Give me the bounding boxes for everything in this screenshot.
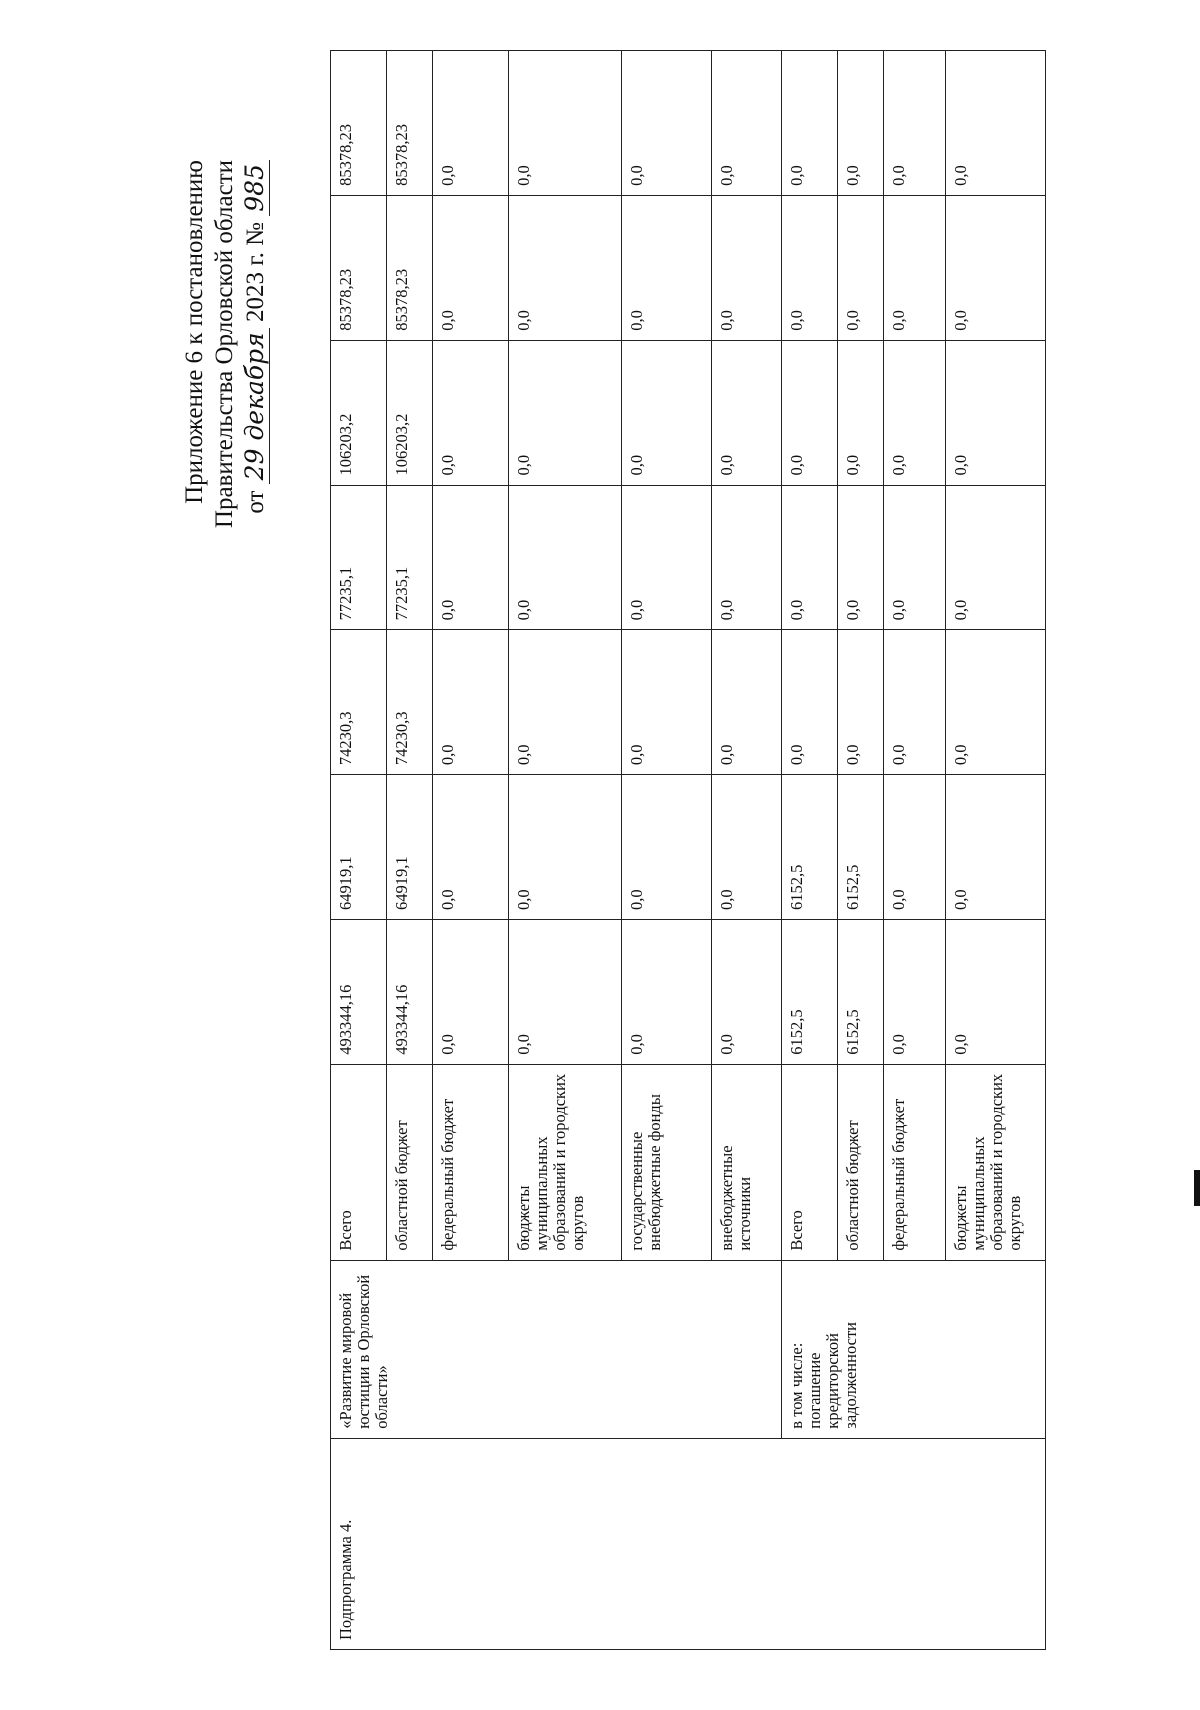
value-cell: 0,0 bbox=[433, 775, 509, 920]
value-cell: 6152,5 bbox=[782, 775, 838, 920]
value-cell: 0,0 bbox=[884, 195, 946, 340]
value-cell: 0,0 bbox=[509, 485, 622, 630]
appendix-date-line: от 29 декабря 2023 г. № 985 bbox=[240, 160, 271, 590]
value-cell: 0,0 bbox=[884, 775, 946, 920]
source-cell: бюджеты муниципальных образований и городских округов bbox=[509, 1064, 622, 1260]
subprogram-cell: Подпрограмма 4. bbox=[331, 1438, 1046, 1649]
value-cell: 0,0 bbox=[509, 919, 622, 1064]
value-cell: 0,0 bbox=[622, 195, 712, 340]
value-cell: 0,0 bbox=[509, 340, 622, 485]
handwritten-number: 985 bbox=[240, 160, 270, 216]
value-cell: 0,0 bbox=[712, 919, 782, 1064]
value-cell: 0,0 bbox=[622, 485, 712, 630]
value-cell: 74230,3 bbox=[387, 630, 433, 775]
value-cell: 0,0 bbox=[838, 485, 884, 630]
value-cell: 85378,23 bbox=[331, 51, 387, 196]
value-cell: 0,0 bbox=[884, 340, 946, 485]
value-cell: 6152,5 bbox=[838, 919, 884, 1064]
appendix-header bbox=[180, 160, 271, 590]
value-cell: 0,0 bbox=[782, 195, 838, 340]
value-cell: 85378,23 bbox=[387, 51, 433, 196]
value-cell: 0,0 bbox=[946, 919, 1046, 1064]
source-cell: Всего bbox=[331, 1064, 387, 1260]
debt-repayment-cell: в том числе: погашение кредиторской задолженности bbox=[782, 1260, 1046, 1438]
value-cell: 77235,1 bbox=[387, 485, 433, 630]
value-cell: 0,0 bbox=[712, 630, 782, 775]
value-cell: 0,0 bbox=[622, 630, 712, 775]
value-cell: 493344,16 bbox=[387, 919, 433, 1064]
source-cell: федеральный бюджет bbox=[884, 1064, 946, 1260]
value-cell: 0,0 bbox=[782, 485, 838, 630]
value-cell: 85378,23 bbox=[387, 195, 433, 340]
value-cell: 0,0 bbox=[433, 195, 509, 340]
value-cell: 0,0 bbox=[946, 485, 1046, 630]
value-cell: 0,0 bbox=[712, 195, 782, 340]
subprogram-name-cell: «Развитие мировой юстиции в Орловской области» bbox=[331, 1260, 782, 1438]
value-cell: 0,0 bbox=[946, 195, 1046, 340]
value-cell: 0,0 bbox=[712, 485, 782, 630]
appendix-title: Приложение 6 к постановлению bbox=[181, 160, 208, 504]
value-cell: 0,0 bbox=[782, 51, 838, 196]
value-cell: 0,0 bbox=[622, 340, 712, 485]
value-cell: 0,0 bbox=[622, 51, 712, 196]
value-cell: 0,0 bbox=[509, 775, 622, 920]
value-cell: 493344,16 bbox=[331, 919, 387, 1064]
source-cell: внебюджетные источники bbox=[712, 1064, 782, 1260]
value-cell: 0,0 bbox=[712, 51, 782, 196]
value-cell: 0,0 bbox=[838, 340, 884, 485]
value-cell: 0,0 bbox=[433, 485, 509, 630]
value-cell: 85378,23 bbox=[331, 195, 387, 340]
value-cell: 0,0 bbox=[433, 630, 509, 775]
source-cell: бюджеты муниципальных образований и городских округов bbox=[946, 1064, 1046, 1260]
value-cell: 6152,5 bbox=[838, 775, 884, 920]
value-cell: 0,0 bbox=[838, 630, 884, 775]
table-row bbox=[782, 51, 838, 1650]
table-row bbox=[331, 51, 387, 1650]
value-cell: 106203,2 bbox=[331, 340, 387, 485]
value-cell: 0,0 bbox=[509, 51, 622, 196]
value-cell: 0,0 bbox=[838, 195, 884, 340]
value-cell: 0,0 bbox=[884, 485, 946, 630]
value-cell: 77235,1 bbox=[331, 485, 387, 630]
source-cell: федеральный бюджет bbox=[433, 1064, 509, 1260]
source-cell: областной бюджет bbox=[387, 1064, 433, 1260]
value-cell: 0,0 bbox=[509, 630, 622, 775]
value-cell: 0,0 bbox=[946, 630, 1046, 775]
value-cell: 0,0 bbox=[712, 775, 782, 920]
value-cell: 106203,2 bbox=[387, 340, 433, 485]
value-cell: 0,0 bbox=[884, 919, 946, 1064]
value-cell: 0,0 bbox=[782, 630, 838, 775]
value-cell: 0,0 bbox=[622, 919, 712, 1064]
value-cell: 0,0 bbox=[622, 775, 712, 920]
value-cell: 74230,3 bbox=[331, 630, 387, 775]
value-cell: 64919,1 bbox=[387, 775, 433, 920]
handwritten-date: 29 декабря bbox=[240, 328, 270, 484]
value-cell: 0,0 bbox=[712, 340, 782, 485]
source-cell: Всего bbox=[782, 1064, 838, 1260]
value-cell: 0,0 bbox=[946, 340, 1046, 485]
value-cell: 64919,1 bbox=[331, 775, 387, 920]
value-cell: 0,0 bbox=[838, 51, 884, 196]
value-cell: 0,0 bbox=[946, 775, 1046, 920]
value-cell: 0,0 bbox=[884, 51, 946, 196]
value-cell: 0,0 bbox=[509, 195, 622, 340]
source-cell: областной бюджет bbox=[838, 1064, 884, 1260]
value-cell: 0,0 bbox=[433, 919, 509, 1064]
value-cell: 0,0 bbox=[433, 340, 509, 485]
funding-table bbox=[330, 50, 1046, 1650]
source-cell: государственные внебюджетные фонды bbox=[622, 1064, 712, 1260]
value-cell: 0,0 bbox=[433, 51, 509, 196]
value-cell: 0,0 bbox=[946, 51, 1046, 196]
value-cell: 0,0 bbox=[782, 340, 838, 485]
value-cell: 6152,5 bbox=[782, 919, 838, 1064]
appendix-issuer: Правительства Орловской области bbox=[211, 160, 238, 529]
value-cell: 0,0 bbox=[884, 630, 946, 775]
scan-edge-mark bbox=[1194, 1170, 1200, 1206]
